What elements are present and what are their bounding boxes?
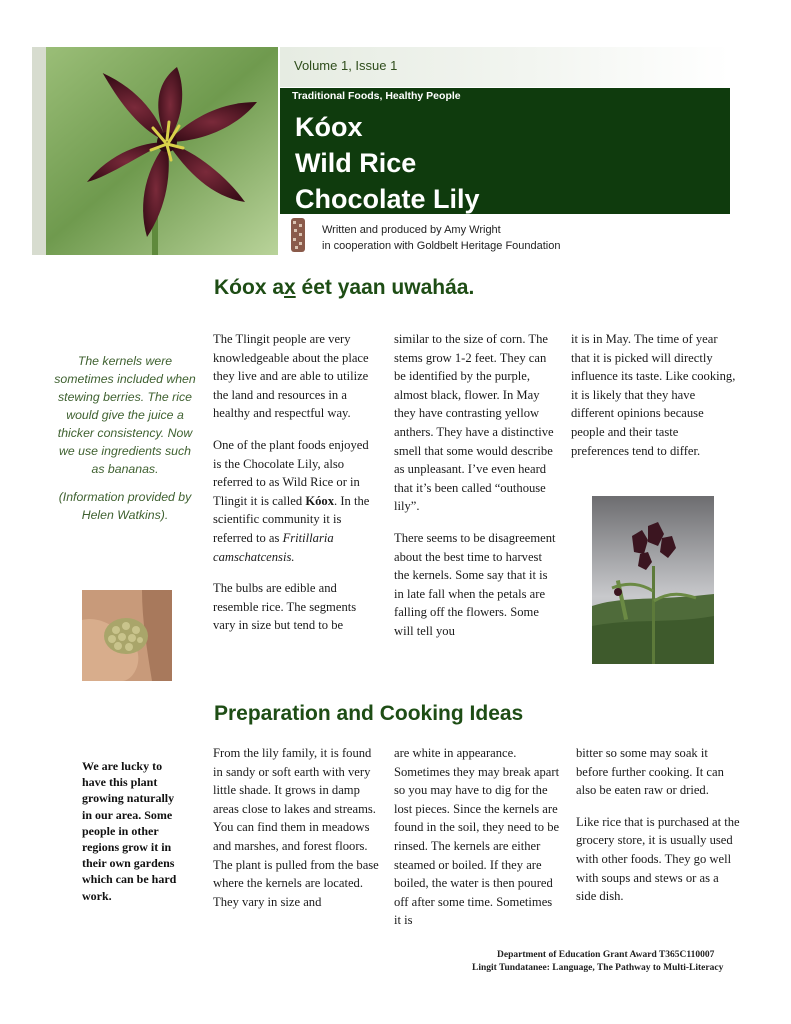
paragraph: There seems to be disagreement about the best time to harvest the kernels. Some say that it is in late fall when the petals are falling off the flowers. Some will tell you [394,530,556,638]
paragraph: it is in May. The time of year that it is picked will directly influence its taste. Like cooking, it is likely that they have different opinions because people and their taste preferences tend to differ. [571,332,736,458]
title-line-chocolate-lily: Chocolate Lily [295,184,480,214]
kicker-text: Traditional Foods, Healthy People [292,90,461,102]
intro-column-2 [394,330,560,654]
sidebar-note [54,352,196,534]
sidebar-attribution: (Information provided by Helen Watkins). [58,490,192,522]
prep-column-1 [213,744,379,924]
credit-author: Written and produced by Amy Wright [322,224,501,236]
footer-tagline: Lingit Tundatanee: Language, The Pathway to Multi-Literacy [472,963,724,973]
paragraph: The Tlingit people are very knowledgeable about the place they live and are able to utilize the land and resources in a healthy and respectful way. [213,332,369,421]
paragraph: bitter so some may soak it before further cooking. It can also be eaten raw or dried. [576,746,724,798]
chocolate-lily-photo [32,47,278,255]
footer-grant: Department of Education Grant Award T365C110007 [497,950,715,960]
sidebar-paragraph: The kernels were sometimes included when stewing berries. The rice would give the juice a thicker consistency. Now we use ingredients such as bananas. [54,354,196,476]
intro-column-3 [571,330,737,473]
prep-column-3 [576,744,740,919]
kernel-in-hand-photo [82,590,172,681]
title-line-koox: Kóox [295,112,363,142]
intro-column-1 [213,330,379,648]
title-line-wild-rice: Wild Rice [295,148,417,178]
woven-pattern-icon [291,218,305,252]
paragraph: Like rice that is purchased at the grocery store, it is usually used with other foods. They go well with soups and stews or as a side dish. [576,814,740,904]
prep-column-2 [394,744,560,943]
paragraph: are white in appearance. Sometimes they may break apart so you may have to dig for the lost pieces. Since the kernels are found in the soil, they need to be rinsed. The kernels are either steamed or boiled. If they are boiled, the water is then poured off after some time. Sometimes it is [394,746,560,928]
paragraph: The bulbs are edible and resemble rice. The segments vary in size but tend to be [213,581,357,633]
paragraph: One of the plant foods enjoyed is the Chocolate Lily, also referred to as Wild Rice or in Tlingit it is called Kóox. In the scientific community it is referred to as Fritillaria camschatcensis. [213,437,370,564]
section-heading-tlingit: Kóox ax éet yaan uwaháa. [214,276,475,299]
volume-issue: Volume 1, Issue 1 [294,58,398,73]
lucky-note: We are lucky to have this plant growing naturally in our area. Some people in other regions grow it in their own gardens which can be hard work. [82,759,177,903]
lily-plant-photo [592,496,714,664]
credit-cooperation: in cooperation with Goldbelt Heritage Foundation [322,240,561,252]
paragraph: similar to the size of corn. The stems grow 1-2 feet. They can be identified by the purple, almost black, flower. In May they have contrasting yellow anthers. They have a distinctive smell that some would describe as unpleasant. I’ve even heard that it’s been called “outhouse lily”. [394,332,554,514]
paragraph: From the lily family, it is found in sandy or soft earth with very little shade. It grows in damp areas close to lakes and streams. You can find them in meadows and marshes, and forest floors. The plant is pulled from the base where the kernels are located. They vary in size and [213,746,379,909]
section-heading-preparation: Preparation and Cooking Ideas [214,702,524,725]
